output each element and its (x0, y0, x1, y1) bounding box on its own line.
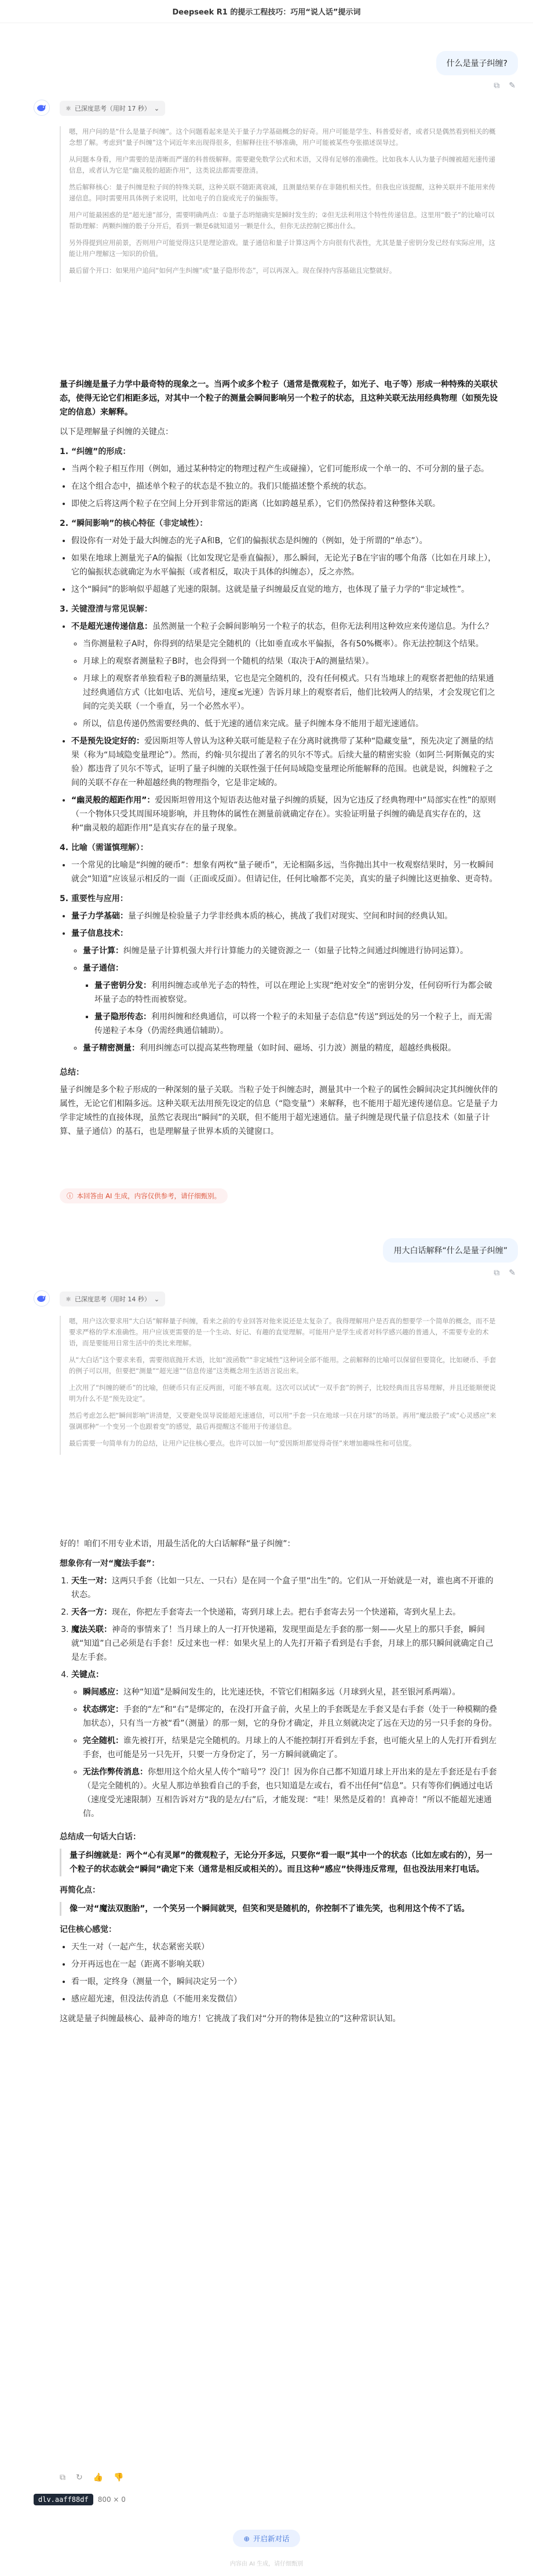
chevron-down-icon: ⌄ (154, 104, 160, 112)
list-item: • 这个“瞬间”的影响似乎超越了光速的限制。这就是量子纠缠最反直觉的地方，也体现了量子力学的“非定域性”。 (71, 583, 500, 597)
size-label: 800 × 0 (97, 2496, 126, 2504)
list-item-label: 量子精密测量： (83, 1044, 140, 1053)
list-item-label: 量子信息技术： (71, 929, 128, 938)
list-item: • 一个常见的比喻是“纠缠的硬币”：想象有两枚“量子硬币”，无论相隔多远，当你抛出其中一枚观察结果时，另一枚瞬间就会“知道”应该显示相反的一面（正面或反面）。但请记住，任何比喻都不完美，真实的量子纠缠比这更抽象、更奇特。 (71, 858, 500, 886)
list-item-label: 量子隐形传态： (94, 1012, 151, 1022)
thinking-content (60, 1316, 500, 1455)
list-item: • 感应超光速，但没法传消息（不能用来发微信） (71, 1992, 500, 2006)
deepseek-avatar-icon (34, 1290, 50, 1307)
list-item: • 如果在地球上测量光子A的偏振（比如发现它是垂直偏振），那么瞬间，无论光子B在宇宙的哪个角落（比如在月球上），它的偏振状态就确定为水平偏振（或者相反，取决于具体的纠缠态），反之亦然。 (71, 551, 500, 579)
section-heading: 比喻（需谨慎理解）： (71, 843, 148, 852)
new-chat-button[interactable] (233, 2530, 300, 2547)
section-heading: “瞬间影响”的核心特征（非定域性）： (71, 519, 208, 528)
thinking-paragraph: 然后解释核心：量子纠缠是粒子间的特殊关联，这种关联不随距离衰减，且测量结果存在非随机相关性。但我也应该提醒，这种关联并不能用来传递信息。同时需要用具体例子来说明，比如电子的自旋或光子的偏振等。 (69, 183, 495, 202)
thumbs-down-icon[interactable]: 👎 (114, 2473, 124, 2482)
thinking-paragraph: 最后留个开口：如果用户追问“如何产生纠缠”或“量子隐形传态”，可以再深入。现在保持内容基础且完整就好。 (69, 266, 396, 275)
list-item-label: 量子计算： (83, 946, 123, 956)
thinking-label: 已深度思考（用时 14 秒） (74, 1296, 151, 1303)
list-item-text: 谁先被打开，结果是完全随机的。月球上的人不能控制打开看到左手套，也可能火星上的人先打开看到左手套，也可能是另一只先开，只要一方身份定了，另一方瞬间就确定了。 (83, 1736, 497, 1759)
list-item-text: 神奇的事情来了！当月球上的人一打开快递箱，发现里面是左手套的那一刻——火星上的那只手套，瞬间就“知道”自己必须是右手套！反过来也一样：如果火星上的人先打开箱子看到是右手套，月球上的那只瞬间就确定自己是左手套。 (71, 1625, 494, 1662)
thinking-label: 已深度思考（用时 17 秒） (74, 105, 151, 112)
list-item-text: 这两只手套（比如一只左、一只右）是在同一个盒子里“出生”的。它们从一开始就是一对，谁也离不开谁的状态。 (71, 1576, 494, 1600)
deepseek-avatar-icon (34, 100, 50, 116)
answer-lead: 以下是理解量子纠缠的关键点： (60, 427, 173, 437)
user-message-actions (494, 81, 516, 90)
summary-text: 量子纠缠是多个粒子形成的一种深刻的量子关联。当粒子处于纠缠态时，测量其中一个粒子的属性会瞬间决定其纠缠伙伴的属性，无论它们相隔多远。这种关联无法用预先设定的信息（“隐变量”）来解释，也不能用于超光速传递信息。它是量子力学非定域性的直接体现，虽然它表现出“瞬间”的关联，但不能用于超光速通信。量子纠缠是现代量子信息技术（如量子计算、量子通信）的基石，也是理解量子世界本质的关键窗口。 (60, 1085, 498, 1136)
thinking-paragraph: 最后需要一句简单有力的总结，让用户记住核心要点。也许可以加一句“爱因斯坦都觉得奇怪”来增加趣味性和可信度。 (69, 1439, 416, 1447)
section-heading: 想象你有一对“魔法手套”： (60, 1559, 160, 1568)
list-item-text: 量子纠缠是检验量子力学非经典本质的核心，挑战了我们对现实、空间和时间的经典认知。 (128, 912, 452, 921)
thinking-content (60, 126, 500, 282)
section-heading: 记住核心感觉： (60, 1925, 116, 1934)
user-message-bubble: 什么是量子纠缠? (436, 51, 518, 75)
copy-icon[interactable]: ⧉ (494, 1268, 500, 1278)
assistant-answer: 量子纠缠是量子力学中最奇特的现象之一。当两个或多个粒子（通常是微观粒子，如光子、电子等）形成一种特殊的关联状态，使得无论它们相距多远，对其中一个粒子的测量会瞬间影响另一个粒子的状态，且这种关联无法用经典物理（如预先设定的信息）来解释。 以下是理解量子纠缠的关键点： 1. “纠缠”的形成： • 当两个粒子相互作用（例如，通过某种特定的物理过程产生或碰撞），它们可能形成一个单一的、不可分割的量子态。 • 在这个组合态中，描述单个粒子的状态是不独立的。我们只能描述整个系统的状态。 • 即使之后将这两个粒子在空间上分开到非常远的距离（比如跨越星系），它们仍然保持着这种整体关联。 2. “瞬间影响”的核心特征（非定域性）： • 假设你有一对处于最大纠缠态的光子A和B，它们的偏振状态是纠缠的（例如，处于所谓的“单态”）。 • 如果在地球上测量光子A的偏振（比如发现它是垂直偏振），那么瞬间，无论光子B在宇宙的哪个角落（比如在月球上），它的偏振状态就确定为水平偏振（或者相反，取决于具体的纠缠态），反之亦然。 • 这个“瞬间”的影响似乎超越了光速的限制。这就是量子纠缠最反直觉的地方，也体现了量子力学的“非定域性”。 3. 关键澄清与常见误解： • 不是超光速传递信息：虽然测量一个粒子会瞬间影响另一个粒子的状态，但你无法利用这种效应来传递信息。为什么？ ◦ 当你测量粒子A时，你得到的结果是完全随机的（比如垂直或水平偏振，各有50%概率）。你无法控制这个结果。 ◦ 月球上的观察者测量粒子B时，也会得到一个随机的结果（取决于A的测量结果）。 ◦ 月球上的观察者单独看粒子B的测量结果，它也是完全随机的，没有任何模式。只有当地球上的观察者把他的结果通过经典通信方式（比如电话、光信号，速度≤光速）告诉月球上的观察者后，他们比较两人的结果，才会发现它们之间的完美关联（一个垂直，另一个必然水平）。 ◦ 所以，信息传递仍然需要经典的、低于光速的通信来完成。量子纠缠本身不能用于超光速通信。 • 不是预先设定好的：爱因斯坦等人曾认为这种关联可能是粒子在分离时就携带了某种“隐藏变量”，预先决定了测量的结果（称为“局域隐变量理论”）。然而，约翰·贝尔提出了著名的贝尔不等式。后续大量的精密实验（如阿兰·阿斯佩克的实验）都违背了贝尔不等式，证明了量子纠缠的关联性强于任何局域隐变量理论所能解释的范围。也就是说，纠缠粒子之间的关联不存在一种超越经典的物理指令，它是非定域的。 • “幽灵般的超距作用”：爱因斯坦曾用这个短语表达他对量子纠缠的质疑，因为它违反了经典物理中“局部实在性”的原则（一个物体只受其周围环境影响，并且物体的属性在测量前就确定存在）。实验证明量子纠缠的确是真实存在的，这种“幽灵般的超距作用”是真实存在的量子现象。 4. 比喻（需谨慎理解）： • 一个常见的比喻是“纠缠的硬币”：想象有两枚“量子硬币”，无论相隔多远，当你抛出其中一枚观察结果时，另一枚瞬间就会“知道”应该显示相反的一面（正面或反面）。但请记住，任何比喻都不完美，真实的量子纠缠比这更抽象、更奇特。 5. 重要性与应用： • 量子力学基础：量子纠缠是检验量子力学非经典本质的核心，挑战了我们对现实、空间和时间的经典认知。 • 量子信息技术： ◦ 量子计算：纠缠是量子计算机强大并行计算能力的关键资源之一（如量子比特之间通过纠缠进行协同运算）。 ◦ 量子通信： ▪ 量子密钥分发：利用纠缠态或单光子态的特性，可以在理论上实现“绝对安全”的密钥分发，任何窃听行为都会破坏量子态的特性而被察觉。 ▪ 量子隐形传态：利用纠缠和经典通信，可以将一个粒子的未知量子态信息“传送”到远处的另一个粒子上，而无需传递粒子本身（仍需经典通信辅助）。 ◦ 量子精密测量：利用纠缠态可以提高某些物理量（如时间、磁场、引力波）测量的精度，超越经典极限。 总结： 量子纠缠是多个粒子形成的一种深刻的量子关联。当粒子处于纠缠态时，测量其中一个粒子的属性会瞬间决定其纠缠伙伴的属性，无论它们相隔多远。这种关联无法用预先设定的信息（“隐变量”）来解释，也不能用于超光速传递信息。它是量子力学非定域性的直接体现，虽然它表现出“瞬间”的关联，但不能用于超光速通信。量子纠缠是现代量子信息技术（如量子计算、量子通信）的基石，也是理解量子世界本质的关键窗口。 (60, 378, 500, 1144)
thinking-paragraph: 从问题本身看，用户需要的是清晰而严谨的科普级解释。需要避免数学公式和术语，又得有足够的准确性。比如我本人认为量子纠缠被超光速传递信息，或者认为它是“幽灵般的超距作用”，这类说法都需要澄清。 (69, 155, 495, 174)
quote-text: 像一对“魔法双胞胎”，一个笑另一个瞬间就哭，但笑和哭是随机的，你控制不了谁先笑，也利用这个传不了话。 (70, 1904, 470, 1913)
atom-icon: ⚛ (65, 1295, 71, 1303)
section-heading: 重要性与应用： (71, 894, 128, 903)
list-item-label: 量子力学基础： (71, 912, 128, 921)
list-item-label: 天各一方： (71, 1608, 112, 1617)
summary-heading: 总结： (60, 1068, 84, 1077)
list-item-label: 量子密钥分发： (94, 981, 151, 990)
list-item: ◦ 月球上的观察者测量粒子B时，也会得到一个随机的结果（取决于A的测量结果）。 (83, 654, 500, 668)
list-item-text: 利用纠缠态可以提高某些物理量（如时间、磁场、引力波）测量的精度，超越经典极限。 (140, 1044, 456, 1053)
regenerate-icon[interactable]: ↻ (76, 2473, 83, 2482)
atom-icon: ⚛ (65, 104, 71, 112)
list-item-label: 关键点： (71, 1670, 104, 1679)
hash-label: dlv.aaff88df (34, 2494, 93, 2505)
list-item-text: 这种“知道”是瞬间发生的，比光速还快，不管它们相隔多远（月球到火星，甚至银河系两端）。 (123, 1688, 461, 1697)
list-item-label: “幽灵般的超距作用”： (71, 796, 155, 805)
section-heading: 再简化点： (60, 1886, 100, 1895)
thinking-paragraph: 从“大白话”这个要求来看，需要彻底抛开术语，比如“波函数”“非定域性”这种词全部不能用。之前解释的比喻可以保留但要简化，比如硬币、手套的例子可以用，但要把“测量”“超光速”“信息传递”这类概念用生活语言说出来。 (69, 1356, 497, 1375)
thinking-paragraph: 另外得提到应用前景，否则用户可能觉得这只是理论游戏。量子通信和量子计算这两个方向很有代表性，尤其是量子密钥分发已经有实际应用，这能让用户理解这一知识的价值。 (69, 239, 495, 258)
answer-intro: 好的！咱们不用专业术语，用最生活化的大白话解释“量子纠缠”： (60, 1539, 295, 1549)
edit-icon[interactable]: ✎ (509, 1268, 516, 1278)
list-item-text: 利用纠缠态或单光子态的特性，可以在理论上实现“绝对安全”的密钥分发，任何窃听行为都会破坏量子态的特性而被察觉。 (94, 981, 492, 1004)
user-message-actions (494, 1268, 516, 1278)
thinking-paragraph: 嗯，用户这次要求用“大白话”解释量子纠缠，看来之前的专业回答对他来说还是太复杂了。我得理解用户是否真的想要学一个简单的概念，而不是要求严格的学术准确性。用户应该更需要的是一个生动、好记、有趣的直觉理解。可能用户是学生或者对科学感兴趣的普通人，不需要专业的术语，而是要能用日常生活中的类比来理解。 (69, 1317, 496, 1347)
list-item: • 分开再远也在一起（距离不影响关联） (71, 1957, 500, 1971)
closing-text: 这就是量子纠缠最核心、最神奇的地方！它挑战了我们对“分开的物体是独立的”这种常识认知。 (60, 2014, 401, 2024)
list-item-text: 你想用这个给火星人传个“暗号”？没门！因为你自己都不知道月球上开出来的是左手套还是右手套（是完全随机的）。火星人那边单独看自己的手套，也只知道是左或右，看不出任何“信息”。只有等你们俩通过电话（速度受光速限制）互相告诉对方“我的是左/右”后，才能发现：“哇！果然是反着的！真神奇！”所以不能超光速通信。 (83, 1768, 497, 1818)
list-item: ◦ 所以，信息传递仍然需要经典的、低于光速的通信来完成。量子纠缠本身不能用于超光速通信。 (83, 717, 500, 731)
list-item: • 天生一对（一起产生，状态紧密关联） (71, 1940, 500, 1954)
list-item-label: 量子通信： (83, 964, 123, 973)
edit-icon[interactable]: ✎ (509, 81, 516, 90)
section-heading: 总结成一句话大白话： (60, 1832, 141, 1842)
chat-plus-icon: ⊕ (243, 2534, 250, 2543)
thinking-toggle[interactable] (60, 101, 165, 116)
list-item-label: 天生一对： (71, 1576, 112, 1586)
list-item-text: 现在，你把左手套寄去一个快递箱，寄到月球上去。把右手套寄去另一个快递箱，寄到火星上去。 (112, 1608, 461, 1617)
list-item-text: 纠缠是量子计算机强大并行计算能力的关键资源之一（如量子比特之间通过纠缠进行协同运算）。 (123, 946, 468, 956)
thinking-paragraph: 嗯，用户问的是“什么是量子纠缠”。这个问题看起来是关于量子力学基础概念的好奇。用户可能是学生、科普爱好者，或者只是偶然看到相关的概念想了解。考虑到“量子纠缠”这个词近年来出现得很多，但解释往往不够准确，用户可能被某些夸张描述误导过。 (69, 127, 496, 147)
quote-text: 量子纠缠就是：两个“心有灵犀”的微观粒子，无论分开多远，只要你“看一眼”其中一个的状态（比如左或右的），另一个粒子的状态就会“瞬间”确定下来（通常是相反或相关的）。而且这种“感应”快得违反常理，但也没法用来打电话。 (70, 1851, 492, 1874)
list-item-text: 虽然测量一个粒子会瞬间影响另一个粒子的状态，但你无法利用这种效应来传递信息。为什么？ (152, 622, 493, 631)
debug-badge (34, 2494, 126, 2505)
list-item: • 即使之后将这两个粒子在空间上分开到非常远的距离（比如跨越星系），它们仍然保持着这种整体关联。 (71, 497, 500, 511)
list-item-label: 不是预先设定好的： (71, 737, 144, 746)
list-item: ◦ 月球上的观察者单独看粒子B的测量结果，它也是完全随机的，没有任何模式。只有当地球上的观察者把他的结果通过经典通信方式（比如电话、光信号，速度≤光速）告诉月球上的观察者后，他们比较两人的结果，才会发现它们之间的完美关联（一个垂直，另一个必然水平）。 (83, 672, 500, 713)
list-item: • 当两个粒子相互作用（例如，通过某种特定的物理过程产生或碰撞），它们可能形成一个单一的、不可分割的量子态。 (71, 462, 500, 476)
page-title: Deepseek R1 的提示工程技巧：巧用“说人话”提示词 (172, 8, 361, 17)
assistant-message-actions (60, 2473, 124, 2482)
answer-intro: 量子纠缠是量子力学中最奇特的现象之一。当两个或多个粒子（通常是微观粒子，如光子、电子等）形成一种特殊的关联状态，使得无论它们相距多远，对其中一个粒子的测量会瞬间影响另一个粒子的状态，且这种关联无法用经典物理（如预先设定的信息）来解释。 (60, 380, 498, 417)
list-item-text: 爱因斯坦曾用这个短语表达他对量子纠缠的质疑，因为它违反了经典物理中“局部实在性”的原则（一个物体只受其周围环境影响，并且物体的属性在测量前就确定存在）。实验证明量子纠缠的确是真实存在的，这种“幽灵般的超距作用”是真实存在的量子现象。 (71, 796, 496, 833)
chevron-down-icon: ⌄ (154, 1295, 160, 1303)
ai-disclaimer-badge (60, 1188, 228, 1203)
thumbs-up-icon[interactable]: 👍 (93, 2473, 104, 2482)
thinking-paragraph: 用户可能最困惑的是“超光速”部分，需要明确两点：①量子态坍缩确实是瞬时发生的；②但无法利用这个特性传递信息。这里用“骰子”的比喻可以帮助理解：两颗纠缠的骰子分开后，看到一颗是6就知道另一颗是什么，但你无法控制它掷出什么。 (69, 211, 495, 230)
list-item: • 在这个组合态中，描述单个粒子的状态是不独立的。我们只能描述整个系统的状态。 (71, 480, 500, 493)
list-item-text: 利用纠缠和经典通信，可以将一个粒子的未知量子态信息“传送”到远处的另一个粒子上，而无需传递粒子本身（仍需经典通信辅助）。 (94, 1012, 492, 1035)
list-item: • 假设你有一对处于最大纠缠态的光子A和B，它们的偏振状态是纠缠的（例如，处于所谓的“单态”）。 (71, 534, 500, 548)
thinking-paragraph: 上次用了“纠缠的硬币”的比喻，但硬币只有正反两面，可能不够直观。这次可以试试“一双手套”的例子，比较经典而且容易理解，并且还能顺便说明为什么不是“预先设定”。 (69, 1384, 496, 1403)
assistant-answer (60, 1537, 500, 2032)
footer-watermark: 内容由 AI 生成，请仔细甄别 (229, 2561, 304, 2567)
list-item-label: 完全随机： (83, 1736, 123, 1746)
blockquote (60, 1849, 500, 1876)
list-item-label: 魔法关联： (71, 1625, 112, 1634)
list-item-label: 无法作弊传消息： (83, 1768, 148, 1777)
blockquote (60, 1902, 500, 1916)
warning-icon: ⓘ (67, 1192, 74, 1200)
ai-disclaimer-text: 本回答由 AI 生成，内容仅供参考，请仔细甄别。 (76, 1192, 221, 1200)
thinking-paragraph: 然后考虑怎么把“瞬间影响”讲清楚，又要避免误导说能超光速通信，可以用“手套一只在地球一只在月球”的场景。再用“魔法骰子”或“心灵感应”来强调那种“一个变另一个也跟着变”的感觉，最后再提醒这不能用于传递信息。 (69, 1411, 497, 1430)
top-bar (0, 0, 533, 23)
new-chat-label: 开启新对话 (253, 2534, 290, 2543)
copy-icon[interactable]: ⧉ (494, 81, 500, 90)
section-heading: 关键澄清与常见误解： (71, 605, 152, 614)
list-item-text: 爱因斯坦等人曾认为这种关联可能是粒子在分离时就携带了某种“隐藏变量”，预先决定了测量的结果（称为“局域隐变量理论”）。然而，约翰·贝尔提出了著名的贝尔不等式。后续大量的精密实验（如阿兰·阿斯佩克的实验）都违背了贝尔不等式，证明了量子纠缠的关联性强于任何局域隐变量理论所能解释的范围。也就是说，纠缠粒子之间的关联不存在一种超越经典的物理指令，它是非定域的。 (71, 737, 495, 788)
list-item-label: 瞬间感应： (83, 1688, 123, 1697)
list-item-text: 手套的“左”和“右”是绑定的，在没打开盒子前，火星上的手套既是左手套又是右手套（处于一种模糊的叠加状态），只有当一方被“看”（测量）的那一刻，它的身份才确定，并且立刻就决定了远在天边的另一只手套的身份。 (83, 1705, 498, 1728)
list-item-label: 不是超光速传递信息： (71, 622, 152, 631)
list-item: • 看一眼，定终身（测量一个，瞬间决定另一个） (71, 1975, 500, 1989)
copy-icon[interactable]: ⧉ (60, 2473, 65, 2482)
user-message-bubble: 用大白话解释“什么是量子纠缠” (383, 1238, 518, 1263)
thinking-toggle[interactable] (60, 1291, 165, 1307)
list-item-label: 状态绑定： (83, 1705, 123, 1714)
section-heading: “纠缠”的形成： (71, 447, 131, 456)
list-item: ◦ 当你测量粒子A时，你得到的结果是完全随机的（比如垂直或水平偏振，各有50%概率）。你无法控制这个结果。 (83, 637, 500, 651)
